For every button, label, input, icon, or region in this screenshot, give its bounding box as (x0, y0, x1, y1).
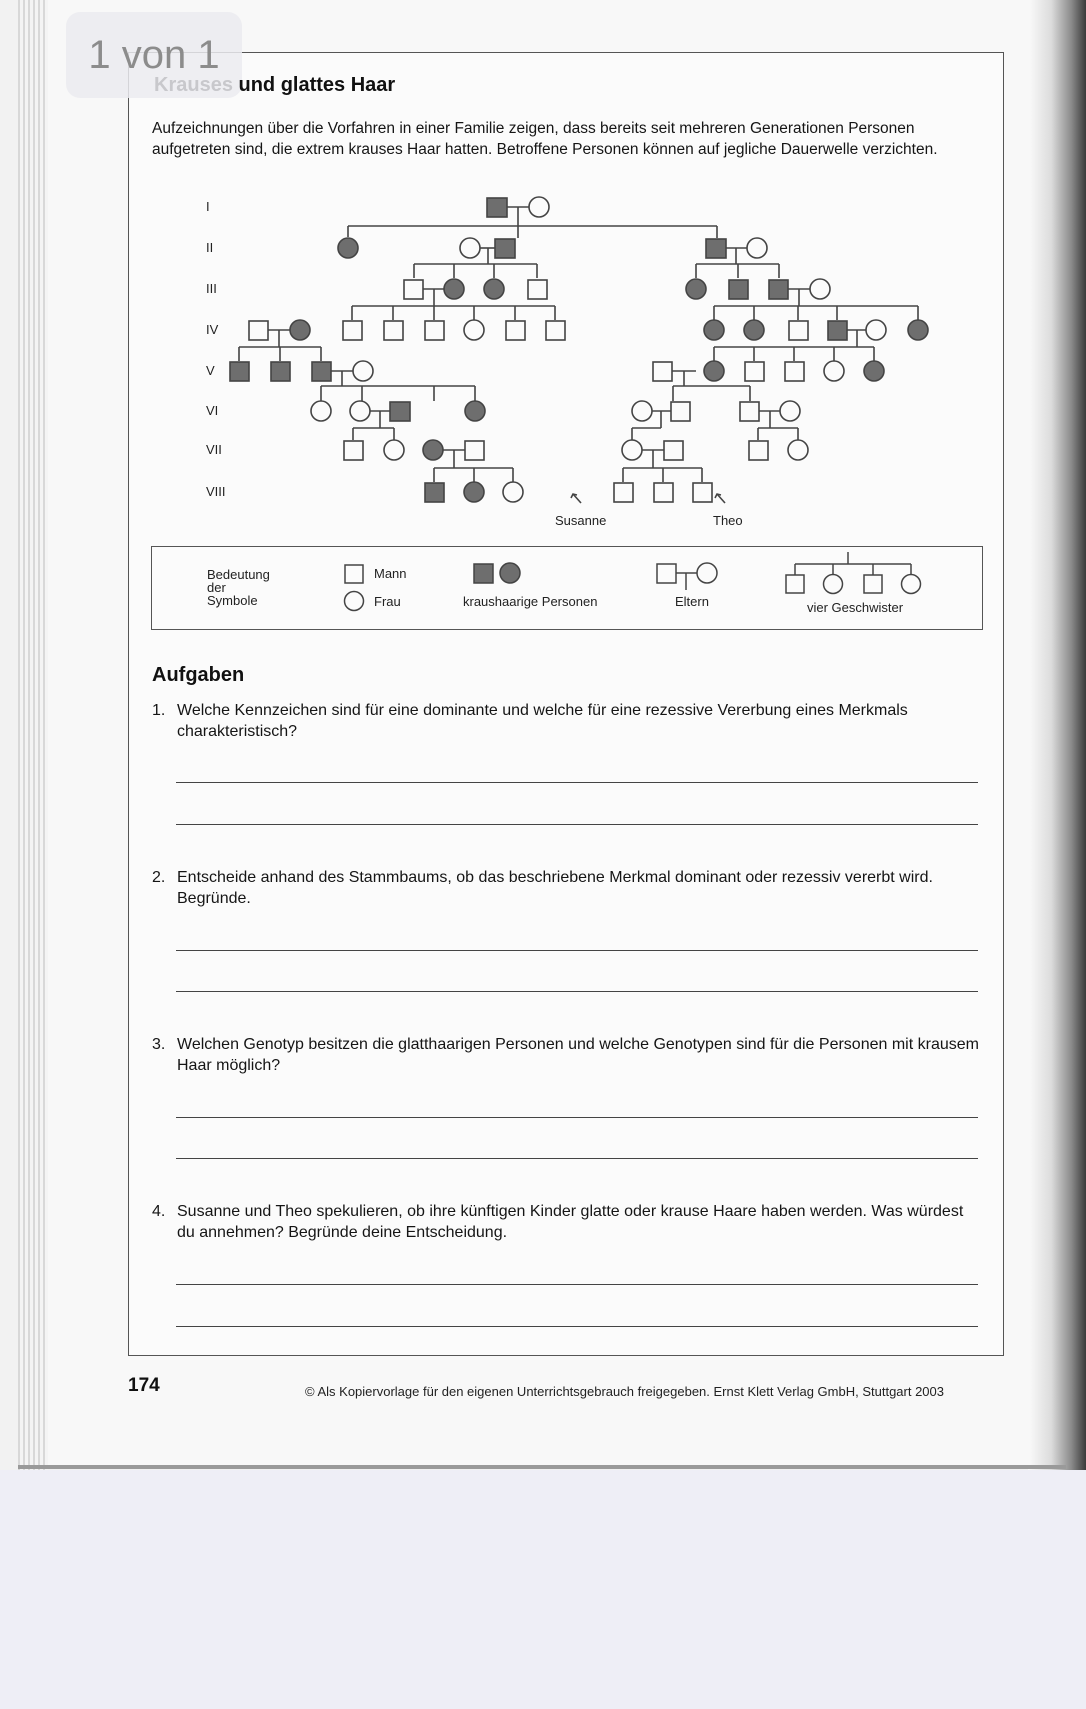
legend-sibling-square-icon (864, 575, 882, 593)
pedigree-person (744, 320, 764, 340)
generation-label: IV (206, 322, 219, 337)
pedigree-person (230, 362, 249, 381)
book-spine-shadow (1028, 0, 1086, 1470)
pedigree-person (312, 362, 331, 381)
legend-sibling-square-icon (786, 575, 804, 593)
pedigree-individuals (230, 197, 928, 502)
copyright-notice: © Als Kopiervorlage für den eigenen Unterrichtsgebrauch freigegeben. Ernst Klett Verlag GmbH, Stuttgart 2003 (305, 1384, 944, 1399)
intro-text: Aufzeichnungen über die Vorfahren in einer Familie zeigen, dass bereits seit mehreren Generationen Personen aufgetreten sind, die extrem krauses Haar hatten. Betroffene Personen können auf jegliche Dauerwelle verzichten. (152, 120, 938, 158)
pedigree-person (353, 361, 373, 381)
pedigree-person (614, 483, 633, 502)
pedigree-person (704, 320, 724, 340)
pedigree-person (729, 280, 748, 299)
pedigree-person (769, 280, 788, 299)
generation-label: VI (206, 403, 219, 418)
pedigree-person (704, 361, 724, 381)
pedigree-person (654, 483, 673, 502)
generation-label: III (206, 281, 217, 296)
pedigree-person (810, 279, 830, 299)
task-4: 4. Susanne und Theo spekulieren, ob ihre künftigen Kinder glatte oder krause Haare haben werden. Was würdest du annehmen? Begründe deine Entscheidung. (152, 1203, 964, 1241)
pedigree-person (423, 440, 443, 460)
pedigree-person (484, 279, 504, 299)
page-number: 174 (128, 1375, 160, 1396)
legend-parent-circle-icon (697, 563, 717, 583)
pedigree-person (828, 321, 847, 340)
pedigree-person (338, 238, 358, 258)
pedigree-person (622, 440, 642, 460)
susanne-label: Susanne (555, 513, 607, 528)
pedigree-person (706, 239, 726, 258)
pedigree-person (671, 402, 690, 421)
legend-square-icon (345, 565, 363, 583)
pedigree-person (749, 441, 768, 460)
pedigree-person (343, 321, 362, 340)
pedigree-person (311, 401, 331, 421)
generation-label: VII (206, 442, 222, 457)
pedigree-person (529, 197, 549, 217)
pedigree-person (425, 321, 444, 340)
answer-line[interactable] (176, 950, 978, 951)
task-1: 1. Welche Kennzeichen sind für eine dominante und welche für eine rezessive Vererbung eines Merkmals charakteristisch? (152, 702, 908, 740)
legend-parents-symbol (655, 561, 725, 591)
pedigree-person-susanne (503, 482, 523, 502)
pedigree-person (384, 440, 404, 460)
pedigree-person (908, 320, 928, 340)
pedigree-person (464, 320, 484, 340)
answer-line[interactable] (176, 824, 978, 825)
answer-line[interactable] (176, 1326, 978, 1327)
pedigree-person (740, 402, 759, 421)
book-edge-left (18, 0, 48, 1470)
legend-siblings-label: vier Geschwister (807, 600, 904, 615)
answer-line[interactable] (176, 1117, 978, 1118)
generation-label: II (206, 240, 214, 255)
pedigree-person (271, 362, 290, 381)
legend-filled-square-icon (474, 564, 493, 583)
pedigree-person (653, 362, 672, 381)
pedigree-person (789, 321, 808, 340)
pedigree-person-theo (693, 483, 712, 502)
answer-line[interactable] (176, 782, 978, 783)
pedigree-person (546, 321, 565, 340)
worksheet-title: Krauses und glattes Haar (154, 74, 396, 96)
pedigree-person (785, 362, 804, 381)
pedigree-person (686, 279, 706, 299)
pedigree-person (464, 482, 484, 502)
generation-label: VIII (206, 484, 226, 499)
pedigree-person (528, 280, 547, 299)
answer-line[interactable] (176, 1158, 978, 1159)
pedigree-person (465, 441, 484, 460)
legend-parents-label: Eltern (675, 594, 709, 609)
pedigree-person (290, 320, 310, 340)
tasks-heading: Aufgaben (152, 664, 245, 686)
pedigree-person (780, 401, 800, 421)
page-counter-badge: 1 von 1 (66, 12, 242, 98)
pedigree-person (390, 402, 410, 421)
pedigree-person (444, 279, 464, 299)
pedigree-person (866, 320, 886, 340)
pedigree-person (350, 401, 370, 421)
pedigree-person (864, 361, 884, 381)
legend-sibling-circle-icon (902, 575, 921, 594)
book-edge-bottom (18, 1465, 1066, 1469)
pedigree-person (632, 401, 652, 421)
pedigree-person (745, 362, 764, 381)
pedigree-person (506, 321, 525, 340)
legend-meaning-label: Bedeutung der Symbole (207, 567, 270, 608)
legend-affected-label: kraushaarige Personen (463, 594, 598, 609)
legend-filled-circle-icon (500, 563, 520, 583)
generation-labels (206, 199, 226, 499)
legend-parent-square-icon (657, 564, 676, 583)
legend-man-woman-symbols (342, 563, 366, 615)
legend-siblings-symbol (782, 550, 922, 596)
pedigree-person (425, 483, 444, 502)
pedigree-person (495, 239, 515, 258)
pedigree-person (788, 440, 808, 460)
legend-circle-icon (345, 592, 364, 611)
theo-label: Theo (713, 513, 743, 528)
task-3: 3. Welchen Genotyp besitzen die glatthaarigen Personen und welche Genotypen sind für die Personen mit krausem Haar möglich? (152, 1036, 979, 1074)
generation-label: I (206, 199, 210, 214)
legend-sibling-circle-icon (824, 575, 843, 594)
legend-woman-label: Frau (374, 594, 401, 609)
generation-label: V (206, 363, 215, 378)
answer-line[interactable] (176, 991, 978, 992)
pedigree-chart (150, 185, 940, 535)
pedigree-person (664, 441, 683, 460)
pedigree-person (465, 401, 485, 421)
pedigree-person (404, 280, 423, 299)
pedigree-person (824, 361, 844, 381)
legend-affected-symbols (472, 561, 532, 585)
task-2: 2. Entscheide anhand des Stammbaums, ob das beschriebene Merkmal dominant oder rezessiv vererbt wird. Begründe. (152, 869, 933, 907)
symbol-legend (151, 546, 983, 630)
pedigree-person (460, 238, 480, 258)
legend-man-label: Mann (374, 566, 407, 581)
pedigree-person (747, 238, 767, 258)
pedigree-person (384, 321, 403, 340)
answer-line[interactable] (176, 1284, 978, 1285)
pedigree-person (487, 198, 507, 217)
pedigree-person (344, 441, 363, 460)
pedigree-person (249, 321, 268, 340)
